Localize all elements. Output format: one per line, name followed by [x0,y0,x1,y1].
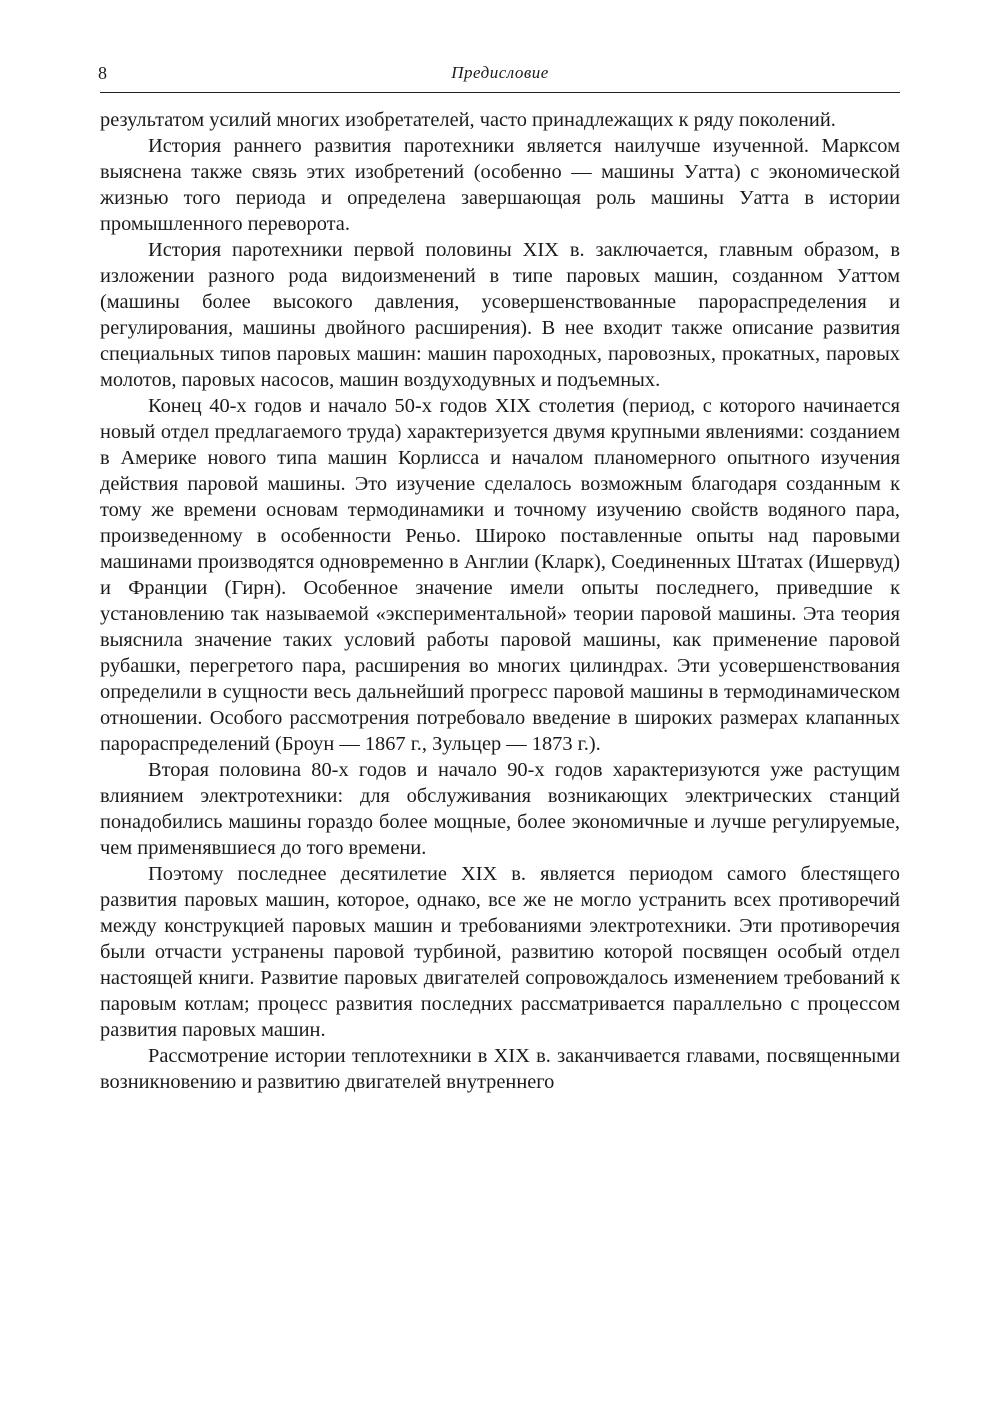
paragraph: История паротехники первой половины XIX в. заключается, главным образом, в изложении разного рода видоизменений в типе паровых машин, созданном Уаттом (машины более высокого давления, усовершенствованные парораспределения и регулирования, машины двойного расширения). В нее входит также описание развития специальных типов паровых машин: машин пароходных, паровозных, прокатных, паровых молотов, паровых насосов, машин воздуходувных и подъемных. [100,239,900,391]
running-title: Предисловие [451,63,549,82]
paragraph: История раннего развития паротехники является наилучше изученной. Марксом выяснена также связь этих изобретений (особенно — машины Уатта) с экономической жизнью того периода и определена завершающая роль машины Уатта в истории промышленного переворота. [100,135,900,235]
body-text [100,107,900,1095]
paragraph-continuation: результатом усилий многих изобретателей, часто принадлежащих к ряду поколений. [100,109,836,131]
page-number: 8 [98,63,107,83]
paragraph: Конец 40-х годов и начало 50-х годов XIX столетия (период, с которого начинается новый отдел предлагаемого труда) характеризуется двумя крупными явлениями: созданием в Америке нового типа машин Корлисса и началом планомерного опытного изучения действия паровой машины. Это изучение сделалось возможным благодаря созданным к тому же времени основам термодинамики и точному изучению свойств водяного пара, произведенному в особенности Реньо. Широко поставленные опыты над паровыми машинами производятся одновременно в Англии (Кларк), Соединенных Штатах (Ишервуд) и Франции (Гирн). Особенное значение имели опыты последнего, приведшие к установлению так называемой «экспериментальной» теории паровой машины. Эта теория выяснила значение таких условий работы паровой машины, как применение паровой рубашки, перегретого пара, расширения во многих цилиндрах. Эти усовершенствования определили в сущности весь дальнейший прогресс паровой машины в термодинамическом отношении. Особого рассмотрения потребовало введение в широких размерах клапанных парораспределений (Броун — 1867 г., Зульцер — 1873 г.). [100,395,900,755]
running-head [100,62,900,88]
paragraph: Вторая половина 80-х годов и начало 90-х годов характеризуются уже растущим влиянием электротехники: для обслуживания возникающих электрических станций понадобились машины гораздо более мощные, более экономичные и лучше регулируемые, чем применявшиеся до того времени. [100,759,900,859]
paragraph: Поэтому последнее десятилетие XIX в. является периодом самого блестящего развития паровых машин, которое, однако, все же не могло устранить всех противоречий между конструкцией паровых машин и требованиями электротехники. Эти противоречия были отчасти устранены паровой турбиной, развитию которой посвящен особый отдел настоящей книги. Развитие паровых двигателей сопровождалось изменением требований к паровым котлам; процесс развития последних рассматривается параллельно с процессом развития паровых машин. [100,863,900,1041]
paragraph-continued: Рассмотрение истории теплотехники в XIX в. заканчивается главами, посвященными возникновению и развитию двигателей внутреннего [100,1045,900,1093]
header-rule [100,92,900,93]
book-page [100,62,900,1095]
